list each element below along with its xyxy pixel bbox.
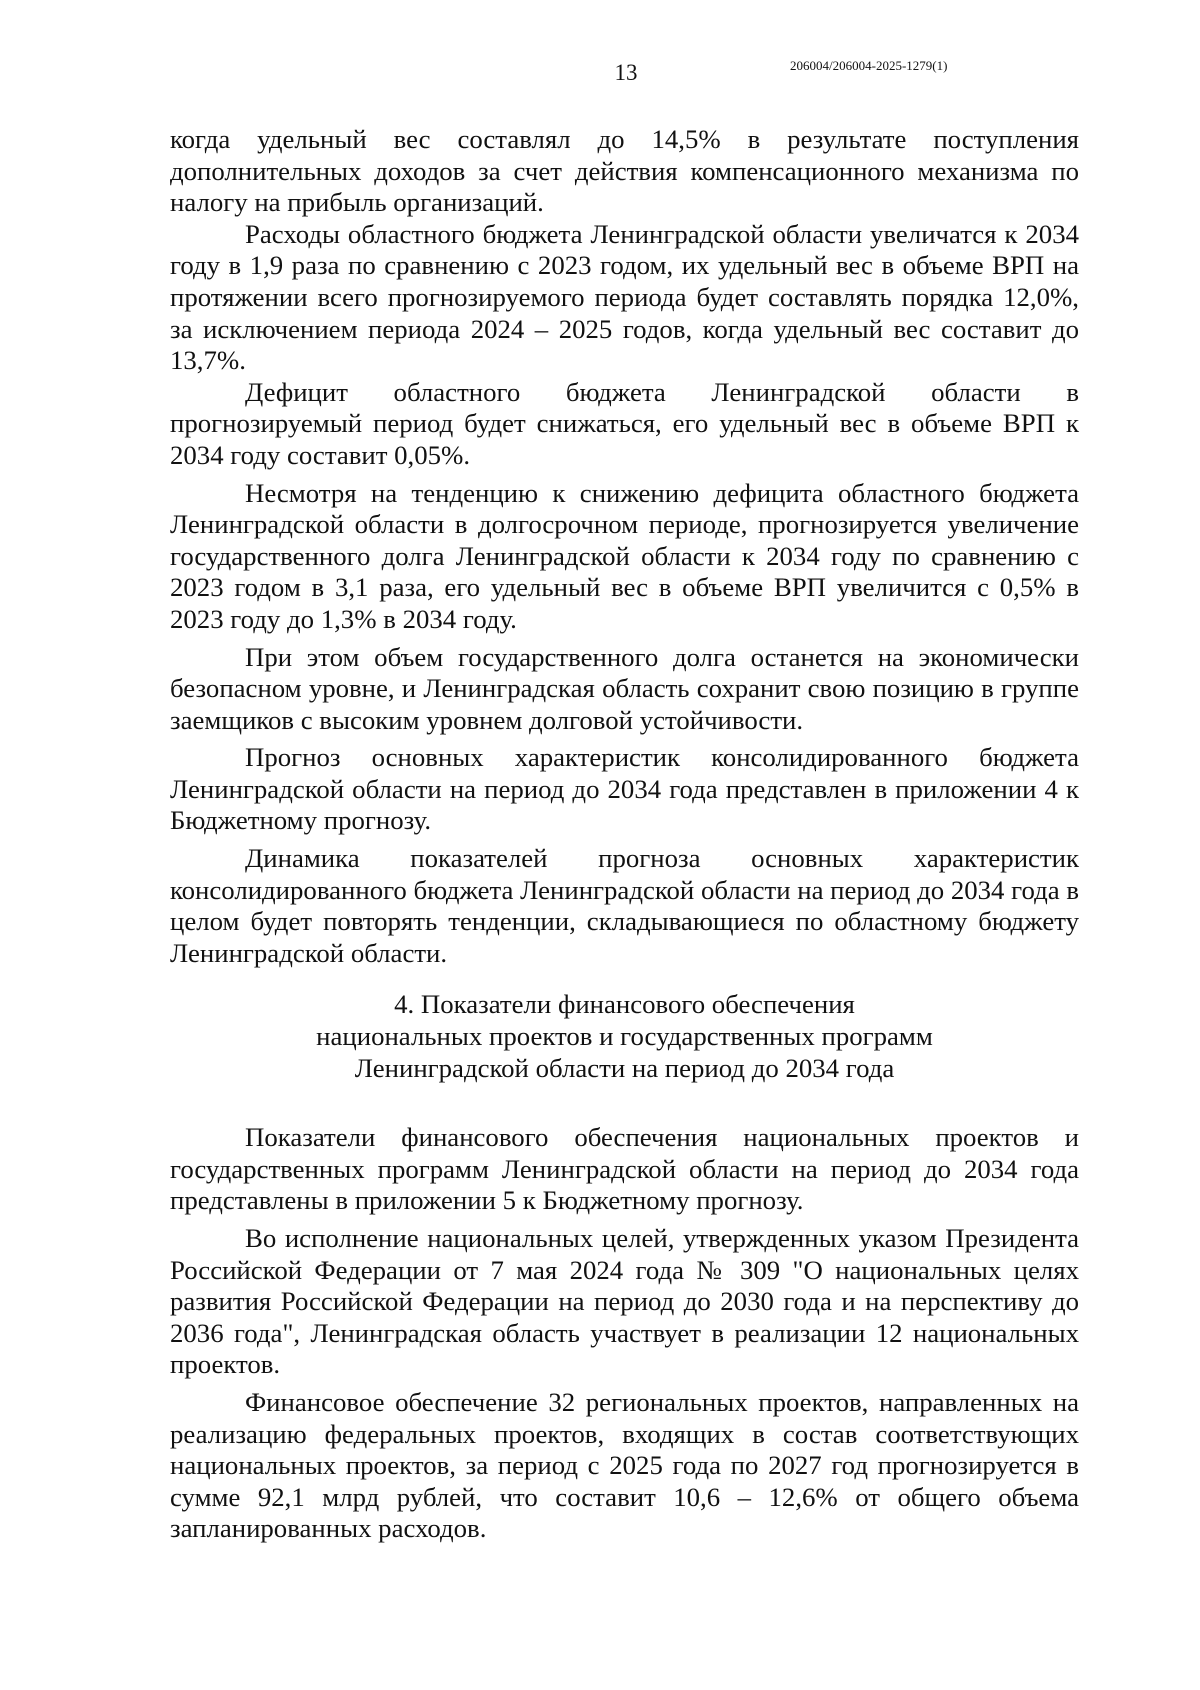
section-heading-line-3: Ленинградской области на период до 2034 года (354, 1052, 895, 1083)
paragraph: Показатели финансового обеспечения национальных проектов и государственных программ Ленинградской области на период до 2034 года представлены в приложении 5 к Бюджетному прогнозу. (170, 1122, 1079, 1216)
section-heading-line-2: национальных проектов и государственных программ (316, 1021, 933, 1052)
paragraph: Несмотря на тенденцию к снижению дефицита областного бюджета Ленинградской области в долгосрочном периоде, прогнозируется увеличение государственного долга Ленинградской области к 2034 году по сравнению с 2023 годом в 3,1 раза, его удельный вес в объеме ВРП увеличится с 0,5% в 2023 году до 1,3% в 2034 году. (170, 477, 1079, 634)
document-body (170, 124, 1079, 1545)
paragraph: Расходы областного бюджета Ленинградской области увеличатся к 2034 году в 1,9 раза по сравнению с 2023 годом, их удельный вес в объеме ВРП на протяжении всего прогнозируемого периода будет составлять порядка 12,0%, за исключением периода 2024 – 2025 годов, когда удельный вес составит до 13,7%. (170, 218, 1079, 376)
page-number: 13 (614, 60, 638, 85)
paragraph: При этом объем государственного долга останется на экономически безопасном уровне, и Ленинградская область сохранит свою позицию в группе заемщиков с высоким уровнем долговой устойчивости. (170, 641, 1079, 735)
paragraph: Во исполнение национальных целей, утвержденных указом Президента Российской Федерации от 7 мая 2024 года № 309 "О национальных целях развития Российской Федерации на период до 2030 года и на перспективу до 2036 года", Ленинградская область участвует в реализации 12 национальных проектов. (170, 1223, 1079, 1380)
paragraph: Финансовое обеспечение 32 региональных проектов, направленных на реализацию федеральных проектов, входящих в состав соответствующих национальных проектов, за период с 2025 года по 2027 год прогнозируется в сумме 92,1 млрд рублей, что составит 10,6 – 12,6% от общего объема запланированных расходов. (170, 1386, 1079, 1544)
paragraph: Дефицит областного бюджета Ленинградской области в прогнозируемый период будет снижаться, его удельный вес в объеме ВРП к 2034 году составит 0,05%. (170, 376, 1079, 470)
paragraph: Прогноз основных характеристик консолидированного бюджета Ленинградской области на период до 2034 года представлен в приложении 4 к Бюджетному прогнозу. (170, 742, 1079, 836)
section-heading-line-1: 4. Показатели финансового обеспечения (394, 989, 855, 1020)
document-id: 206004/206004-2025-1279(1) (790, 58, 948, 73)
paragraph: когда удельный вес составлял до 14,5% в результате поступления дополнительных доходов за счет действия компенсационного механизма по налогу на прибыль организаций. (170, 124, 1079, 218)
paragraph: Динамика показателей прогноза основных характеристик консолидированного бюджета Ленинградской области на период до 2034 года в целом будет повторять тенденции, складывающиеся по областному бюджету Ленинградской области. (170, 843, 1079, 968)
